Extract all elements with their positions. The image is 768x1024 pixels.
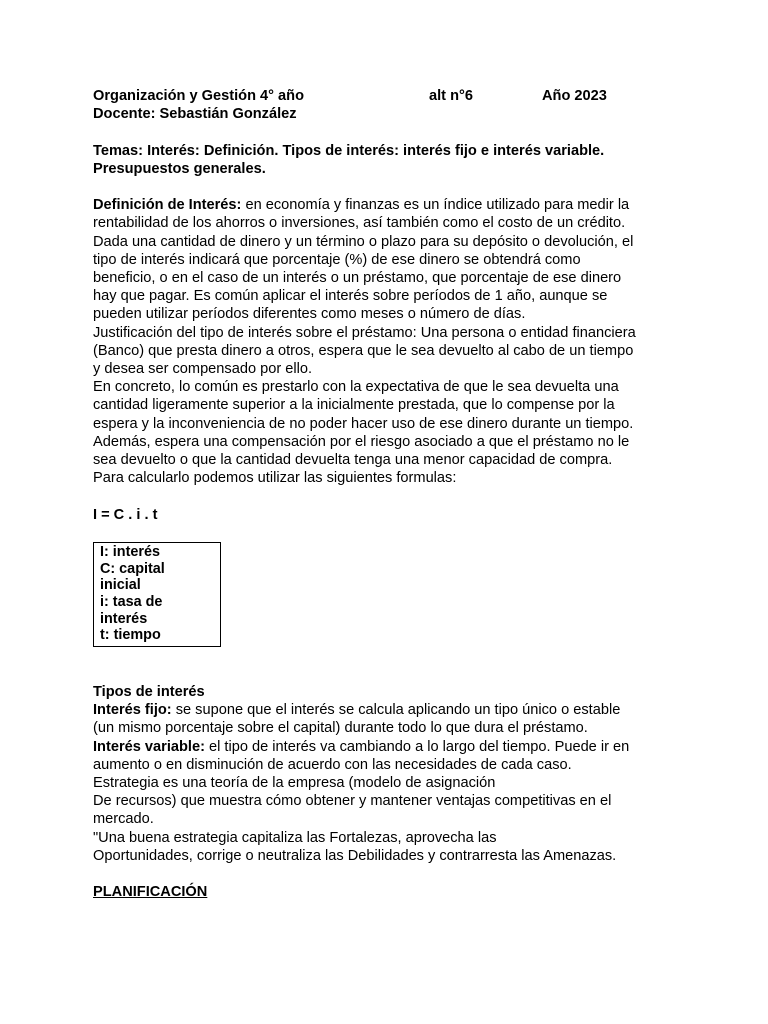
- concrete-text: En concreto, lo común es prestarlo con la expectativa de que le sea devuelta una: [93, 379, 619, 396]
- formula-intro: Para calcularlo podemos utilizar las siguientes formulas:: [93, 470, 457, 487]
- definition-text: tipo de interés indicará que porcentaje (%) de ese dinero se obtendrá como: [93, 251, 581, 268]
- legend-item: t: tiempo: [100, 627, 161, 644]
- definition-text: hay que pagar. Es común aplicar el interés sobre períodos de 1 año, aunque se: [93, 288, 608, 305]
- strategy-quote: "Una buena estrategia capitaliza las Fortalezas, aprovecha las: [93, 829, 497, 846]
- strategy-text: De recursos) que muestra cómo obtener y mantener ventajas competitivas en el: [93, 793, 612, 810]
- topics-line-1: Temas: Interés: Definición. Tipos de interés: interés fijo e interés variable.: [93, 142, 605, 159]
- header-line: [93, 87, 683, 105]
- planning-heading: PLANIFICACIÓN: [93, 884, 208, 901]
- strategy-quote: Oportunidades, corrige o neutraliza las Debilidades y contrarresta las Amenazas.: [93, 847, 617, 864]
- concrete-text: cantidad ligeramente superior a la inicialmente prestada, que lo compense por la: [93, 397, 615, 414]
- definition-label: Definición de Interés:: [93, 197, 242, 214]
- variable-interest-label: Interés variable:: [93, 738, 205, 755]
- formula-legend-box: [93, 542, 221, 647]
- justification-text: (Banco) que presta dinero a otros, espera que le sea devuelto al cabo de un tiempo: [93, 342, 634, 359]
- definition-line: [93, 196, 683, 214]
- variable-interest-text: el tipo de interés va cambiando a lo largo del tiempo. Puede ir en: [204, 738, 630, 755]
- year-label: Año 2023: [542, 88, 607, 104]
- subject-title: Organización y Gestión 4° año: [93, 88, 305, 104]
- definition-text: rentabilidad de los ahorros o inversiones, así también como el costo de un crédito.: [93, 215, 626, 232]
- document-page: [93, 87, 683, 901]
- legend-item: inicial: [100, 577, 141, 594]
- legend-item: C: capital: [100, 560, 165, 577]
- fixed-interest-text: se supone que el interés se calcula aplicando un tipo único o estable: [171, 702, 621, 719]
- topics-line-2: Presupuestos generales.: [93, 160, 266, 177]
- definition-text: pueden utilizar períodos diferentes como meses o número de días.: [93, 306, 526, 323]
- alt-number: alt n°6: [429, 88, 473, 104]
- interest-formula: I = C . i . t: [93, 506, 158, 523]
- concrete-text: espera y la inconveniencia de no poder hacer uso de ese dinero durante un tiempo.: [93, 415, 634, 432]
- justification-text: y desea ser compensado por ello.: [93, 361, 313, 377]
- legend-item: i: tasa de: [100, 593, 163, 610]
- fixed-interest-text: (un mismo porcentaje sobre el capital) durante todo lo que dura el préstamo.: [93, 720, 588, 737]
- strategy-text: mercado.: [93, 811, 154, 828]
- legend-item: I: interés: [100, 543, 160, 560]
- justification-text: Justificación del tipo de interés sobre el préstamo: Una persona o entidad financiera: [93, 324, 636, 341]
- variable-interest-text: aumento o en disminución de acuerdo con las necesidades de cada caso.: [93, 756, 572, 773]
- fixed-interest-label: Interés fijo:: [93, 702, 172, 719]
- definition-text: Dada una cantidad de dinero y un término o plazo para su depósito o devolución, el: [93, 233, 634, 250]
- concrete-text: Además, espera una compensación por el riesgo asociado a que el préstamo no le: [93, 433, 630, 450]
- teacher-name: Docente: Sebastián González: [93, 106, 297, 123]
- types-title: Tipos de interés: [93, 684, 205, 701]
- definition-text: beneficio, o en el caso de un interés o un préstamo, que porcentaje de ese dinero: [93, 269, 622, 286]
- legend-item: interés: [100, 610, 148, 627]
- concrete-text: sea devuelto o que la cantidad devuelta tenga una menor capacidad de compra.: [93, 452, 613, 469]
- definition-text: en economía y finanzas es un índice utilizado para medir la: [241, 197, 630, 214]
- variable-interest-line: [93, 738, 683, 756]
- fixed-interest-line: [93, 701, 683, 719]
- strategy-text: Estrategia es una teoría de la empresa (modelo de asignación: [93, 775, 496, 792]
